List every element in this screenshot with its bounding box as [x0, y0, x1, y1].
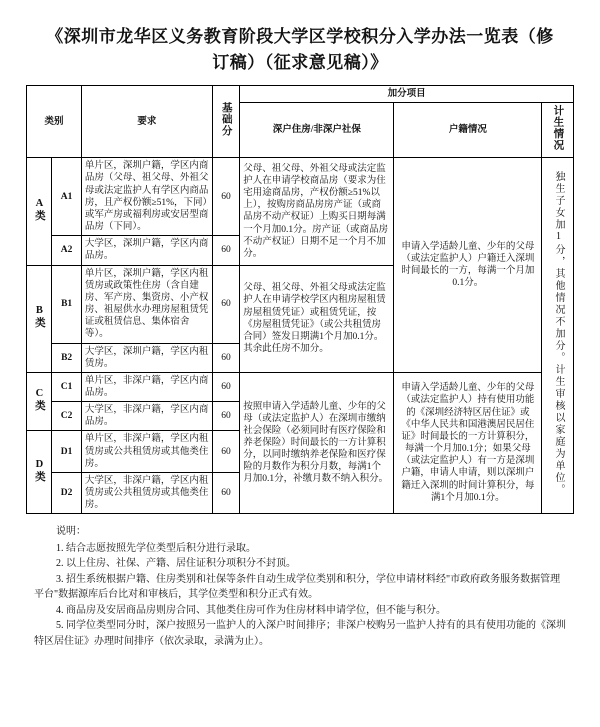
row-base-d1: 60 [212, 431, 239, 472]
scoring-policy-table [26, 85, 574, 514]
row-requirement-c2: 大学区，非深户籍，学区内商品房。 [81, 402, 212, 431]
header-category: 类别 [27, 86, 82, 158]
row-base-a2: 60 [212, 236, 239, 265]
notes-title: 说明： [56, 526, 86, 538]
note-item-3: 3. 招生系统根据户籍、住房类别和社保等条件自动生成学位类别和积分，学位申请材料经"市政府政务服务数据管理平台"数据源库后台比对和审核后，其学位类型和积分正式有效。 [34, 573, 561, 601]
table-row [27, 372, 574, 401]
row-category-d: D类 [27, 431, 52, 514]
row-sub-a1: A1 [52, 158, 82, 236]
row-sub-b1: B1 [52, 265, 82, 343]
row-base-b2: 60 [212, 343, 239, 372]
row-requirement-d1: 单片区，非深户籍，学区内租赁房或公共租赁房或其他类住房。 [81, 431, 212, 472]
row-requirement-a1: 单片区，深圳户籍，学区内商品房（父母、祖父母、外祖父母或法定监护人有学区内商品房，且产权份额≥51%，下同）或军产房或福利房或安居型商品房（下同）。 [81, 158, 212, 236]
row-requirement-b1: 单片区，深圳户籍，学区内租赁房或政策性住房（含自建房、军产房、集资房、小产权房、祖屋供水办理房屋租赁凭证或租赁信息、集体宿舍等）。 [81, 265, 212, 343]
row-requirement-c1: 单片区，非深户籍，学区内商品房。 [81, 372, 212, 401]
header-birth: 计生情况 [542, 103, 574, 158]
page-title: 《深圳市龙华区义务教育阶段大学区学校积分入学办法一览表（修订稿）（征求意见稿）》 [46, 27, 554, 72]
row-base-c1: 60 [212, 372, 239, 401]
add-house-cd: 按照申请入学适龄儿童、少年的父母（或法定监护人）在深圳市缴纳社会保险（必须同时有医疗保险和养老保险）时间最长的一方计算积分，以同时缴纳养老保险和医疗保险的月数作为积分月数，每满1个月加0.1分，补缴月数不纳入积分。 [240, 372, 394, 514]
add-birth: 独生子女加1分，其他情况不加分。计生审核以家庭为单位。 [542, 158, 574, 514]
row-sub-c1: C1 [52, 372, 82, 401]
add-house-a: 父母、祖父母、外祖父母或法定监护人在申请学校商品房（要求为住宅用途商品房，产权份额≥51%以上），按购房商品房房产证（或商品房不动产权证）上购买日期每满一个月加0.1分。房产证（或商品房不动产权证）日期不足一个月不加分。 [240, 158, 394, 265]
notes-section [34, 524, 568, 649]
row-category-c: C类 [27, 372, 52, 431]
header-add-house: 深户住房/非深户社保 [240, 103, 394, 158]
row-sub-c2: C2 [52, 402, 82, 431]
add-hukou-cd: 申请入学适龄儿童、少年的父母（或法定监护人）持有使用功能的《深圳经济特区居住证》或《中华人民共和国港澳居民居住证》时间最长的一方计算积分，每满一个月加0.1分；如果父母（或法定监护人）有一方是深圳户籍，申请人申请，则以深圳户籍迁入深圳的时间计算积分，每满1个月加0.1分。 [394, 372, 542, 514]
row-requirement-b2: 大学区，深圳户籍，学区内租赁房。 [81, 343, 212, 372]
row-base-c2: 60 [212, 402, 239, 431]
table-row [27, 158, 574, 236]
note-item-2: 2. 以上住房、社保、产籍、居住证积分项积分不封顶。 [56, 558, 296, 570]
header-requirement: 要求 [81, 86, 212, 158]
row-sub-d1: D1 [52, 431, 82, 472]
header-add-hukou: 户籍情况 [394, 103, 542, 158]
header-base-score: 基础分 [212, 86, 239, 158]
row-base-b1: 60 [212, 265, 239, 343]
add-hukou-ab: 申请入学适龄儿童、少年的父母（或法定监护人）户籍迁入深圳时间最长的一方，每满一个月加0.1分。 [394, 158, 542, 373]
row-requirement-d2: 大学区，非深户籍，学区内租赁房或公共租赁房或其他类住房。 [81, 472, 212, 513]
row-base-a1: 60 [212, 158, 239, 236]
note-item-4: 4. 商品房及安居商品房则房合同、其他类住房可作为住房材料申请学位，但不能与积分。 [56, 604, 446, 616]
row-sub-b2: B2 [52, 343, 82, 372]
note-item-5: 5. 同学位类型同分时，深户按照另一监护人的入深户时间排序；非深户校购另一监护人持有的具有使用功能的《深圳特区居住证》办理时间排序（依次录取，录满为止）。 [34, 620, 566, 647]
row-category-a: A类 [27, 158, 52, 265]
row-sub-a2: A2 [52, 236, 82, 265]
row-category-b: B类 [27, 265, 52, 372]
add-house-b: 父母、祖父母、外祖父母或法定监护人在申请学校学区内租房屋租赁房屋租赁凭证）或租赁凭证，按《房屋租赁凭证》（或公共租赁房合同）签发日期满1个月加0.1分。其余此任房不加分。 [240, 265, 394, 372]
row-base-d2: 60 [212, 472, 239, 513]
note-item-1: 1. 结合志愿按照先学位类型后积分进行录取。 [56, 542, 256, 554]
table-header-row [27, 86, 574, 103]
row-requirement-a2: 大学区，深圳户籍，学区内商品房。 [81, 236, 212, 265]
row-sub-d2: D2 [52, 472, 82, 513]
header-additional: 加分项目 [240, 86, 574, 103]
